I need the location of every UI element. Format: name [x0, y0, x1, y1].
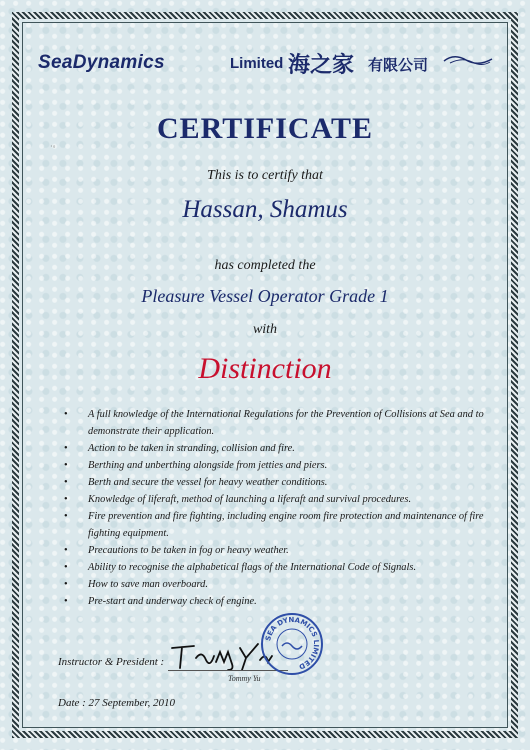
list-item: • Pre-start and underway check of engine. [64, 593, 484, 610]
certify-intro: This is to certify that [207, 168, 323, 183]
company-logo-icon [442, 51, 494, 69]
signer-name: Tommy Yu [228, 674, 261, 683]
list-item: • How to save man overboard. [64, 576, 484, 593]
competency-list [64, 406, 484, 610]
company-suffix-chinese: 有限公司 [368, 56, 429, 74]
list-item: • A full knowledge of the International Regulations for the Prevention of Collisions at Sea and to demonstrate their application. [64, 406, 484, 440]
signature-label: Instructor & President : [58, 656, 165, 668]
list-item: • Precautions to be taken in fog or heavy weather. [64, 542, 484, 559]
certificate-title: CERTIFICATE [156, 112, 374, 145]
completed-text: has completed the [214, 258, 316, 273]
svg-text:SEA DYNAMICS LIMITED: SEA DYNAMICS LIMITED [264, 615, 321, 671]
list-item: • Berth and secure the vessel for heavy weather conditions. [64, 474, 484, 491]
list-item: • Fire prevention and fire fighting, including engine room fire protection and maintenance of fire fighting equipment. [64, 508, 484, 542]
company-seal [260, 612, 324, 676]
company-header [38, 48, 498, 78]
list-item: • Knowledge of liferaft, method of launching a liferaft and survival procedures. [64, 491, 484, 508]
issue-date: Date : 27 September, 2010 [58, 697, 176, 709]
company-name-chinese: 海之家 [288, 53, 355, 78]
list-item: • Action to be taken in stranding, collision and fire. [64, 440, 484, 457]
distinction-honor: Distinction [198, 352, 332, 385]
course-name: Pleasure Vessel Operator Grade 1 [141, 286, 389, 306]
paper-mark: ·◦ [50, 142, 56, 151]
recipient-name: Hassan, Shamus [182, 196, 348, 223]
list-item: • Berthing and unberthing alongside from jetties and piers. [64, 457, 484, 474]
company-name: SeaDynamics [38, 52, 165, 73]
with-text: with [252, 322, 278, 337]
list-item: • Ability to recognise the alphabetical flags of the International Code of Signals. [64, 559, 484, 576]
company-suffix: Limited [230, 55, 284, 72]
